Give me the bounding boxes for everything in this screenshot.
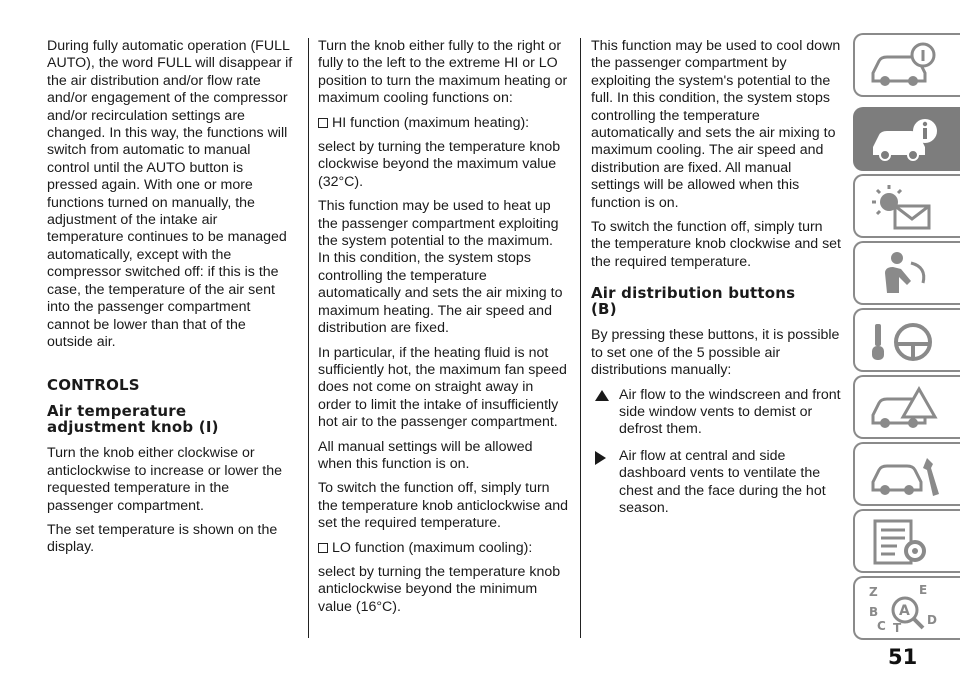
windscreen-airflow-icon [595, 390, 609, 401]
column-divider [580, 38, 581, 638]
svg-text:E: E [919, 584, 928, 597]
heading-line: Air distribution buttons [591, 284, 796, 303]
tab-knowing-the-car[interactable] [853, 33, 960, 97]
list-item-text: Air flow at central and side dashboard vents to ventilate the chest and the face during the hot season. [619, 447, 826, 516]
alphabet-index-icon [867, 584, 947, 634]
list-item [591, 387, 843, 439]
paragraph: By pressing these buttons, it is possible to set one of the 5 possible air distributions manually: [591, 327, 840, 379]
dashboard-airflow-icon [595, 451, 606, 465]
bullet-text: HI function (maximum heating): [332, 114, 530, 131]
page-number: 51 [888, 645, 918, 669]
bullet-item [318, 115, 568, 132]
paragraph: To switch the function off, simply turn the temperature knob clockwise and set the required temperature. [591, 219, 841, 270]
tab-starting-driving[interactable] [853, 308, 960, 372]
steering-key-icon [867, 316, 947, 366]
section-heading-controls: CONTROLS [47, 376, 140, 395]
paragraph: This function may be used to heat up the passenger compartment exploiting the system potential to the maximum. In this condition, the system stops controlling the temperature automatically and sets the air mixing to maximum heating. The air speed and distribution are fixed. [318, 198, 563, 337]
paragraph: select by turning the temperature knob clockwise beyond the maximum value (32°C). [318, 139, 561, 190]
list-item [591, 448, 843, 518]
text-column-2 [318, 38, 568, 623]
text-column-3 [591, 38, 843, 526]
tab-servicing-care[interactable] [853, 442, 960, 506]
settings-list-icon [867, 517, 947, 567]
subheading-temperature-knob [47, 403, 295, 435]
car-emergency-icon [867, 383, 947, 433]
bullet-item [318, 540, 568, 557]
paragraph: Turn the knob either clockwise or anticlockwise to increase or lower the requested temperature in the passenger compartment. [47, 445, 282, 514]
svg-text:T: T [893, 621, 902, 634]
tab-know-your-car-active[interactable] [853, 107, 960, 171]
paragraph: Turn the knob either fully to the right or fully to the left to the extreme HI or LO position to turn the maximum heating or maximum cooling functions on: [318, 38, 568, 107]
heading-line: (B) [591, 300, 617, 319]
seat-airbag-icon [867, 249, 947, 299]
paragraph: To switch the function off, simply turn the temperature knob anticlockwise and set the required temperature. [318, 480, 568, 532]
column-divider [308, 38, 309, 638]
svg-text:C: C [877, 619, 886, 633]
svg-text:D: D [927, 613, 937, 627]
warning-lights-icon [867, 182, 947, 232]
paragraph: All manual settings will be allowed when this function is on. [318, 438, 533, 472]
paragraph: During fully automatic operation (FULL AUTO), the word FULL will disappear if the air distribution and/or flow rate and/or engagement of the compressor and/or recirculation settings are changed. In this way, the functions will switch from automatic to manual control until the AUTO button is pressed again. With one or more functions turned on manually, the adjustment of the intake air temperature continues to be managed automatically, except with the compressor switched off: if this is the case, the temperature of the air sent into the passenger compartment cannot be lower than that of the outside air. [47, 38, 293, 350]
paragraph: select by turning the temperature knob anticlockwise beyond the minimum value (16°C). [318, 563, 561, 615]
paragraph: The set temperature is shown on the display. [47, 521, 278, 556]
svg-text:B: B [869, 605, 879, 619]
text-column-1 [47, 38, 295, 564]
heading-line: Air temperature [47, 402, 187, 421]
svg-text:Z: Z [869, 585, 878, 599]
checkbox-bullet-icon [318, 118, 328, 128]
car-wrench-icon [867, 450, 947, 500]
tab-technical-specifications[interactable] [853, 509, 960, 573]
checkbox-bullet-icon [318, 543, 328, 553]
paragraph: This function may be used to cool down the passenger compartment by exploiting the system's potential to the full. In this condition, the system stops controlling the temperature automatically and sets the air mixing to maximum cooling. The air speed and distribution are fixed. All manual settings will be allowed when this function is on. [591, 38, 841, 211]
bullet-text: LO function (maximum cooling): [332, 539, 533, 556]
car-info-icon [867, 41, 947, 91]
tab-safety[interactable] [853, 241, 960, 305]
subheading-air-distribution [591, 285, 843, 317]
list-item-text: Air flow to the windscreen and front side window vents to demist or defrost them. [619, 386, 841, 438]
car-i-icon [867, 115, 947, 165]
tab-index[interactable] [853, 576, 960, 640]
tab-in-an-emergency[interactable] [853, 375, 960, 439]
heading-line: adjustment knob (I) [47, 418, 219, 437]
paragraph: In particular, if the heating fluid is not sufficiently hot, the maximum fan speed does not come on straight away in order to limit the intake of insufficiently hot air to the passenger compartment. [318, 344, 567, 431]
svg-text:A: A [899, 603, 910, 619]
tab-warning-lights[interactable] [853, 174, 960, 238]
